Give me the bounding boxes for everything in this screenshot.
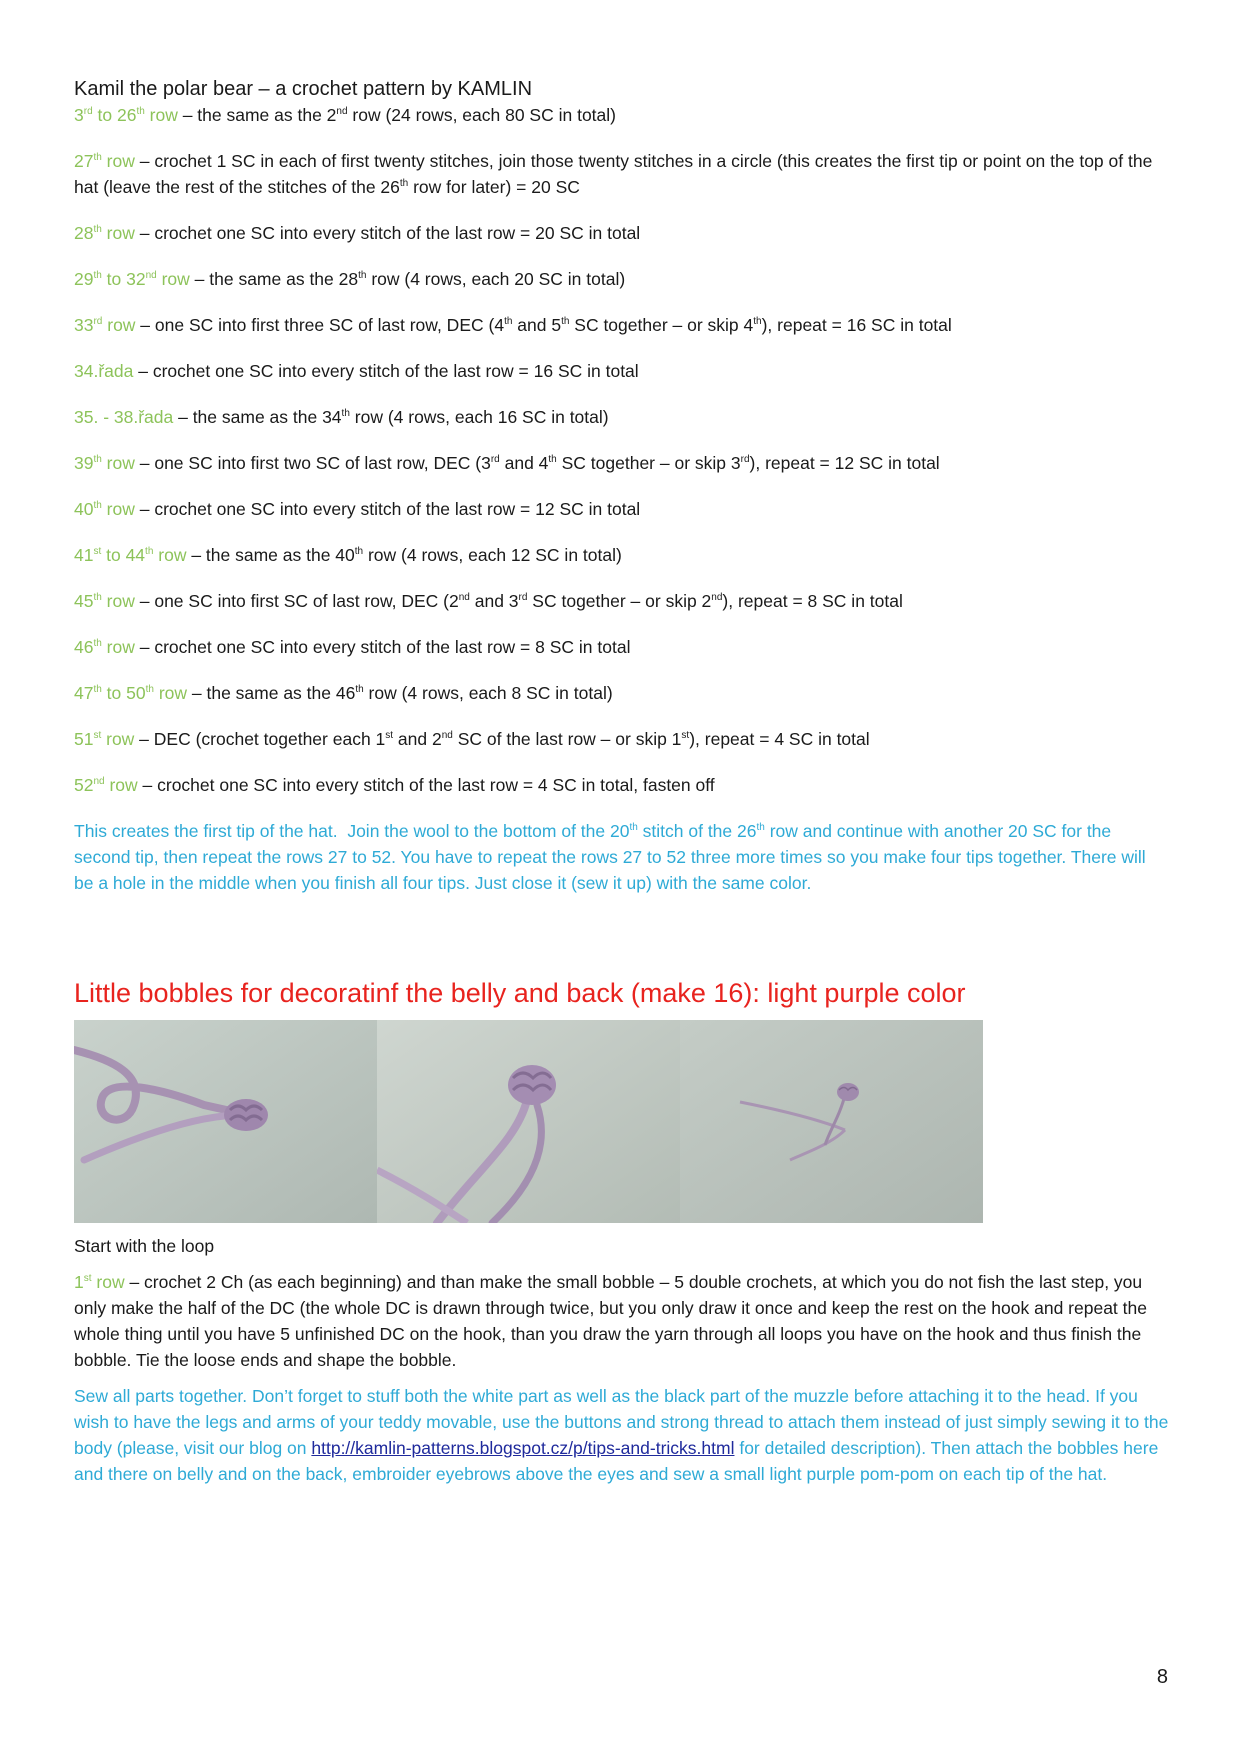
pattern-row-8 [74, 450, 1169, 476]
row-text: – crochet 1 SC in each of first twenty stitches, join those twenty stitches in a circle (this creates the first tip or point on the top of the hat (leave the rest of the stitches of the 26th row for later) = 20 SC [74, 151, 1153, 197]
row-text: – crochet one SC into every stitch of the last row = 16 SC in total [133, 361, 639, 381]
row-label: 45th row [74, 591, 135, 611]
assembly-note [74, 1383, 1169, 1487]
bobble-row-instruction [74, 1269, 1169, 1373]
bobble-photo-1 [74, 1020, 377, 1223]
row-label: 52nd row [74, 775, 138, 795]
pattern-rows [74, 102, 1169, 798]
row-text: – the same as the 40th row (4 rows, each 12 SC in total) [186, 545, 622, 565]
row-text: – DEC (crochet together each 1st and 2nd SC of the last row – or skip 1st), repeat = 4 SC in total [134, 729, 870, 749]
pattern-row-7 [74, 404, 1169, 430]
row-label: 27th row [74, 151, 135, 171]
pattern-row-1 [74, 102, 1169, 128]
row-text: – the same as the 34th row (4 rows, each 16 SC in total) [173, 407, 609, 427]
bobble-photo-2 [377, 1020, 680, 1223]
pattern-row-10 [74, 542, 1169, 568]
row-label: 46th row [74, 637, 135, 657]
pattern-row-11 [74, 588, 1169, 614]
pattern-row-9 [74, 496, 1169, 522]
row-label: 33rd row [74, 315, 136, 335]
row-text: – one SC into first SC of last row, DEC (2nd and 3rd SC together – or skip 2nd), repeat = 8 SC in total [134, 591, 903, 611]
row-label: 35. - 38.řada [74, 407, 174, 427]
assembly-note-text: Sew all parts together. Don’t forget to stuff both the white part as well as the black part of the muzzle before attaching it to the head. If you wish to have the legs and arms of your teddy movable, use the buttons and strong thread to attach them instead of just simply sewing it to the body (please, visit our blog on [74, 1386, 1169, 1458]
document-header: Kamil the polar bear – a crochet pattern by KAMLIN [74, 78, 533, 100]
pattern-row-12 [74, 634, 1169, 660]
start-instruction: Start with the loop [74, 1236, 215, 1256]
bobble-photos [74, 1020, 984, 1223]
row-label: 1st row [74, 1272, 125, 1292]
row-label: 29th to 32nd row [74, 269, 190, 289]
row-text: – the same as the 28th row (4 rows, each 20 SC in total) [189, 269, 626, 289]
row-label: 3rd to 26th row [74, 105, 178, 125]
row-text: – one SC into first two SC of last row, DEC (3rd and 4th SC together – or skip 3rd), repeat = 12 SC in total [134, 453, 940, 473]
pattern-row-5 [74, 312, 1169, 338]
pattern-row-4 [74, 266, 1169, 292]
section-title: Little bobbles for decoratinf the belly and back (make 16): light purple color [74, 978, 966, 1008]
hat-tip-note: This creates the first tip of the hat. Join the wool to the bottom of the 20th stitch of the 26th row and continue with another 20 SC for the second tip, then repeat the rows 27 to 52. You have to repeat the rows 27 to 52 three more times so you make four tips together. There will be a hole in the middle when you finish all four tips. Just close it (sew it up) with the same color. [74, 821, 1146, 893]
row-text: – one SC into first three SC of last row, DEC (4th and 5th SC together – or skip 4th), repeat = 16 SC in total [135, 315, 952, 335]
page-number: 8 [1156, 1666, 1168, 1688]
row-label: 41st to 44th row [74, 545, 187, 565]
row-label: 28th row [74, 223, 135, 243]
row-text: – the same as the 2nd row (24 rows, each 80 SC in total) [177, 105, 616, 125]
assembly-note-text-end: for detailed description). Then attach the bobbles here and there on belly and on the back, embroider eyebrows above the eyes and sew a small light purple pom-pom on each tip of the hat. [74, 1438, 1159, 1484]
row-label: 40th row [74, 499, 135, 519]
bobble-photo-3 [680, 1020, 983, 1223]
pattern-row-6 [74, 358, 1169, 384]
row-text: – crochet one SC into every stitch of the last row = 8 SC in total [134, 637, 631, 657]
pattern-row-3 [74, 220, 1169, 246]
pattern-row-2 [74, 148, 1169, 200]
pattern-row-14 [74, 726, 1169, 752]
row-label: 39th row [74, 453, 135, 473]
row-text: – crochet one SC into every stitch of the last row = 4 SC in total, fasten off [137, 775, 715, 795]
row-text: – crochet one SC into every stitch of the last row = 20 SC in total [134, 223, 641, 243]
row-label: 47th to 50th row [74, 683, 188, 703]
row-label: 51st row [74, 729, 135, 749]
document-page [74, 76, 1169, 1487]
row-text: – crochet one SC into every stitch of the last row = 12 SC in total [134, 499, 641, 519]
row-label: 34.řada [74, 361, 134, 381]
pattern-row-13 [74, 680, 1169, 706]
pattern-row-15 [74, 772, 1169, 798]
row-text: – the same as the 46th row (4 rows, each 8 SC in total) [187, 683, 613, 703]
blog-link[interactable]: http://kamlin-patterns.blogspot.cz/p/tips-and-tricks.html [311, 1438, 735, 1458]
row-text: – crochet 2 Ch (as each beginning) and than make the small bobble – 5 double crochets, at which you do not fish the last step, you only make the half of the DC (the whole DC is drawn through twice, but you only draw it once and keep the rest on the hook and repeat the whole thing until you have 5 unfinished DC on the hook, than you draw the yarn through all loops you have on the hook and thus finish the bobble. Tie the loose ends and shape the bobble. [74, 1272, 1147, 1370]
